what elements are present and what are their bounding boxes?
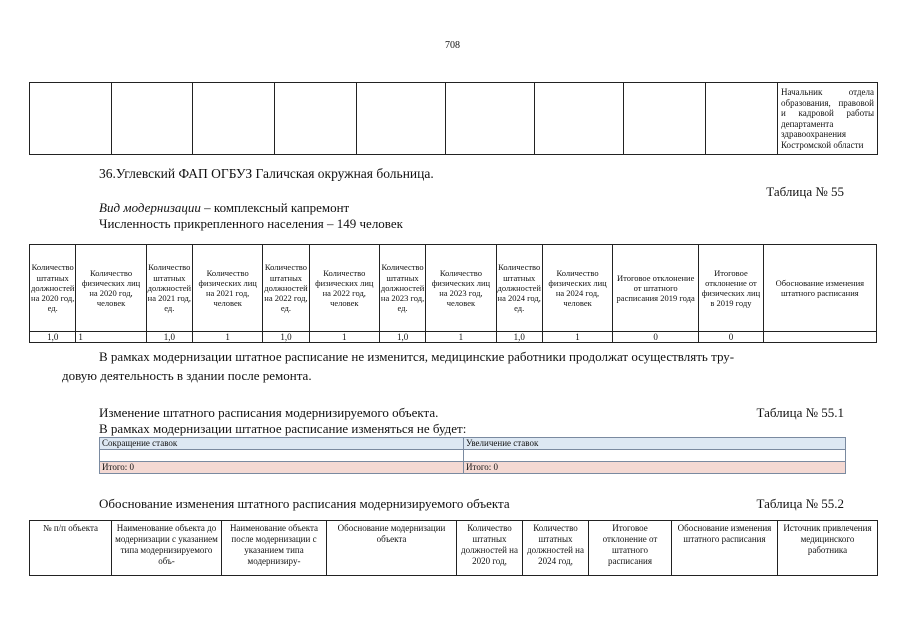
- table-cell: 1,0: [263, 332, 309, 343]
- paragraph-line: довую деятельность в здании после ремонта.: [62, 368, 312, 383]
- header-cell: Количество физических лиц на 2020 год, человек: [76, 245, 146, 332]
- change-title: Изменение штатного расписания модернизируемого объекта.: [99, 405, 439, 420]
- header-cell: Количество физических лиц на 2023 год, человек: [426, 245, 496, 332]
- header-cell: № п/п объекта: [30, 521, 112, 576]
- table-cell: [357, 83, 446, 155]
- modernization-value: – комплексный капремонт: [200, 200, 350, 215]
- table-cell: 0: [699, 332, 764, 343]
- header-cell: Количество штатных должностей на 2023 год, ед.: [379, 245, 425, 332]
- header-cell: Количество физических лиц на 2022 год, человек: [309, 245, 379, 332]
- table-cell: [30, 83, 112, 155]
- table-cell: 1,0: [496, 332, 542, 343]
- table-cell: 1: [426, 332, 496, 343]
- table-cell: [100, 450, 464, 462]
- header-cell: Количество физических лиц на 2021 год, человек: [193, 245, 263, 332]
- justification-title: Обоснование изменения штатного расписания модернизируемого объекта: [99, 496, 510, 511]
- table-cell: [535, 83, 624, 155]
- header-cell: Итоговое отклонение от физических лиц в 2019 году: [699, 245, 764, 332]
- total-right: Итого: 0: [464, 462, 846, 474]
- header-cell: Количество штатных должностей на 2020 год,: [457, 521, 523, 576]
- table-cell: 1,0: [146, 332, 192, 343]
- header-cell: Обоснование изменения штатного расписания: [672, 521, 778, 576]
- table-cell: [624, 83, 706, 155]
- table-cell: [275, 83, 357, 155]
- table-cell: [763, 332, 876, 343]
- header-cell: Наименование объекта после модернизации с указанием типа модернизиру-: [222, 521, 327, 576]
- header-cell: Количество штатных должностей на 2024 год,: [523, 521, 589, 576]
- table-cell: 0: [613, 332, 699, 343]
- table-cell: [193, 83, 275, 155]
- header-cell: Обоснование изменения штатного расписания: [763, 245, 876, 332]
- table-55-2-label: Таблица № 55.2: [756, 496, 844, 511]
- table-cell: [446, 83, 535, 155]
- header-cell: Количество штатных должностей на 2024 год, ед.: [496, 245, 542, 332]
- table-55-1-label: Таблица № 55.1: [756, 405, 844, 420]
- page-number: 708: [445, 40, 460, 51]
- table-cell: [706, 83, 778, 155]
- continued-table: [29, 82, 878, 155]
- staffing-table-55: [29, 244, 877, 343]
- section-title: 36.Углевский ФАП ОГБУЗ Галичская окружная больница.: [99, 166, 434, 181]
- staffing-change-table-55-1: [99, 437, 846, 474]
- table-cell: 1: [542, 332, 612, 343]
- modernization-type: [99, 200, 349, 215]
- header-cell: Количество штатных должностей на 2020 год, ед.: [30, 245, 76, 332]
- change-note: В рамках модернизации штатное расписание изменяться не будет:: [99, 421, 467, 436]
- responsible-person-cell: Начальник отдела образования, правовой и кадровой работы департамента здравоохранения Костромской области: [778, 83, 878, 155]
- header-cell: Источник привлечения медицинского работника: [778, 521, 878, 576]
- header-cell: Количество физических лиц на 2024 год, человек: [542, 245, 612, 332]
- table-cell: 1,0: [379, 332, 425, 343]
- table-cell: [112, 83, 193, 155]
- header-cell: Количество штатных должностей на 2022 год, ед.: [263, 245, 309, 332]
- justification-table-55-2: [29, 520, 878, 576]
- reduction-header: Сокращение ставок: [100, 438, 464, 450]
- modernization-label: Вид модернизации: [99, 200, 201, 215]
- header-cell: Итоговое отклонение от штатного расписания: [589, 521, 672, 576]
- total-left: Итого: 0: [100, 462, 464, 474]
- table-cell: 1,0: [30, 332, 76, 343]
- population-line: Численность прикрепленного населения – 149 человек: [99, 216, 403, 231]
- paragraph-line: В рамках модернизации штатное расписание не изменится, медицинские работники продолжат осуществлять тру-: [99, 349, 735, 364]
- table-cell: 1: [309, 332, 379, 343]
- table-cell: 1: [193, 332, 263, 343]
- table-cell: [464, 450, 846, 462]
- header-cell: Количество штатных должностей на 2021 год, ед.: [146, 245, 192, 332]
- header-cell: Наименование объекта до модернизации с указанием типа модернизируемого объ-: [112, 521, 222, 576]
- header-cell: Обоснование модернизации объекта: [327, 521, 457, 576]
- header-cell: Итоговое отклонение от штатного расписания 2019 года: [613, 245, 699, 332]
- table-row: [30, 332, 877, 343]
- table-cell: 1: [76, 332, 146, 343]
- table-55-label: Таблица № 55: [766, 184, 844, 199]
- increase-header: Увеличение ставок: [464, 438, 846, 450]
